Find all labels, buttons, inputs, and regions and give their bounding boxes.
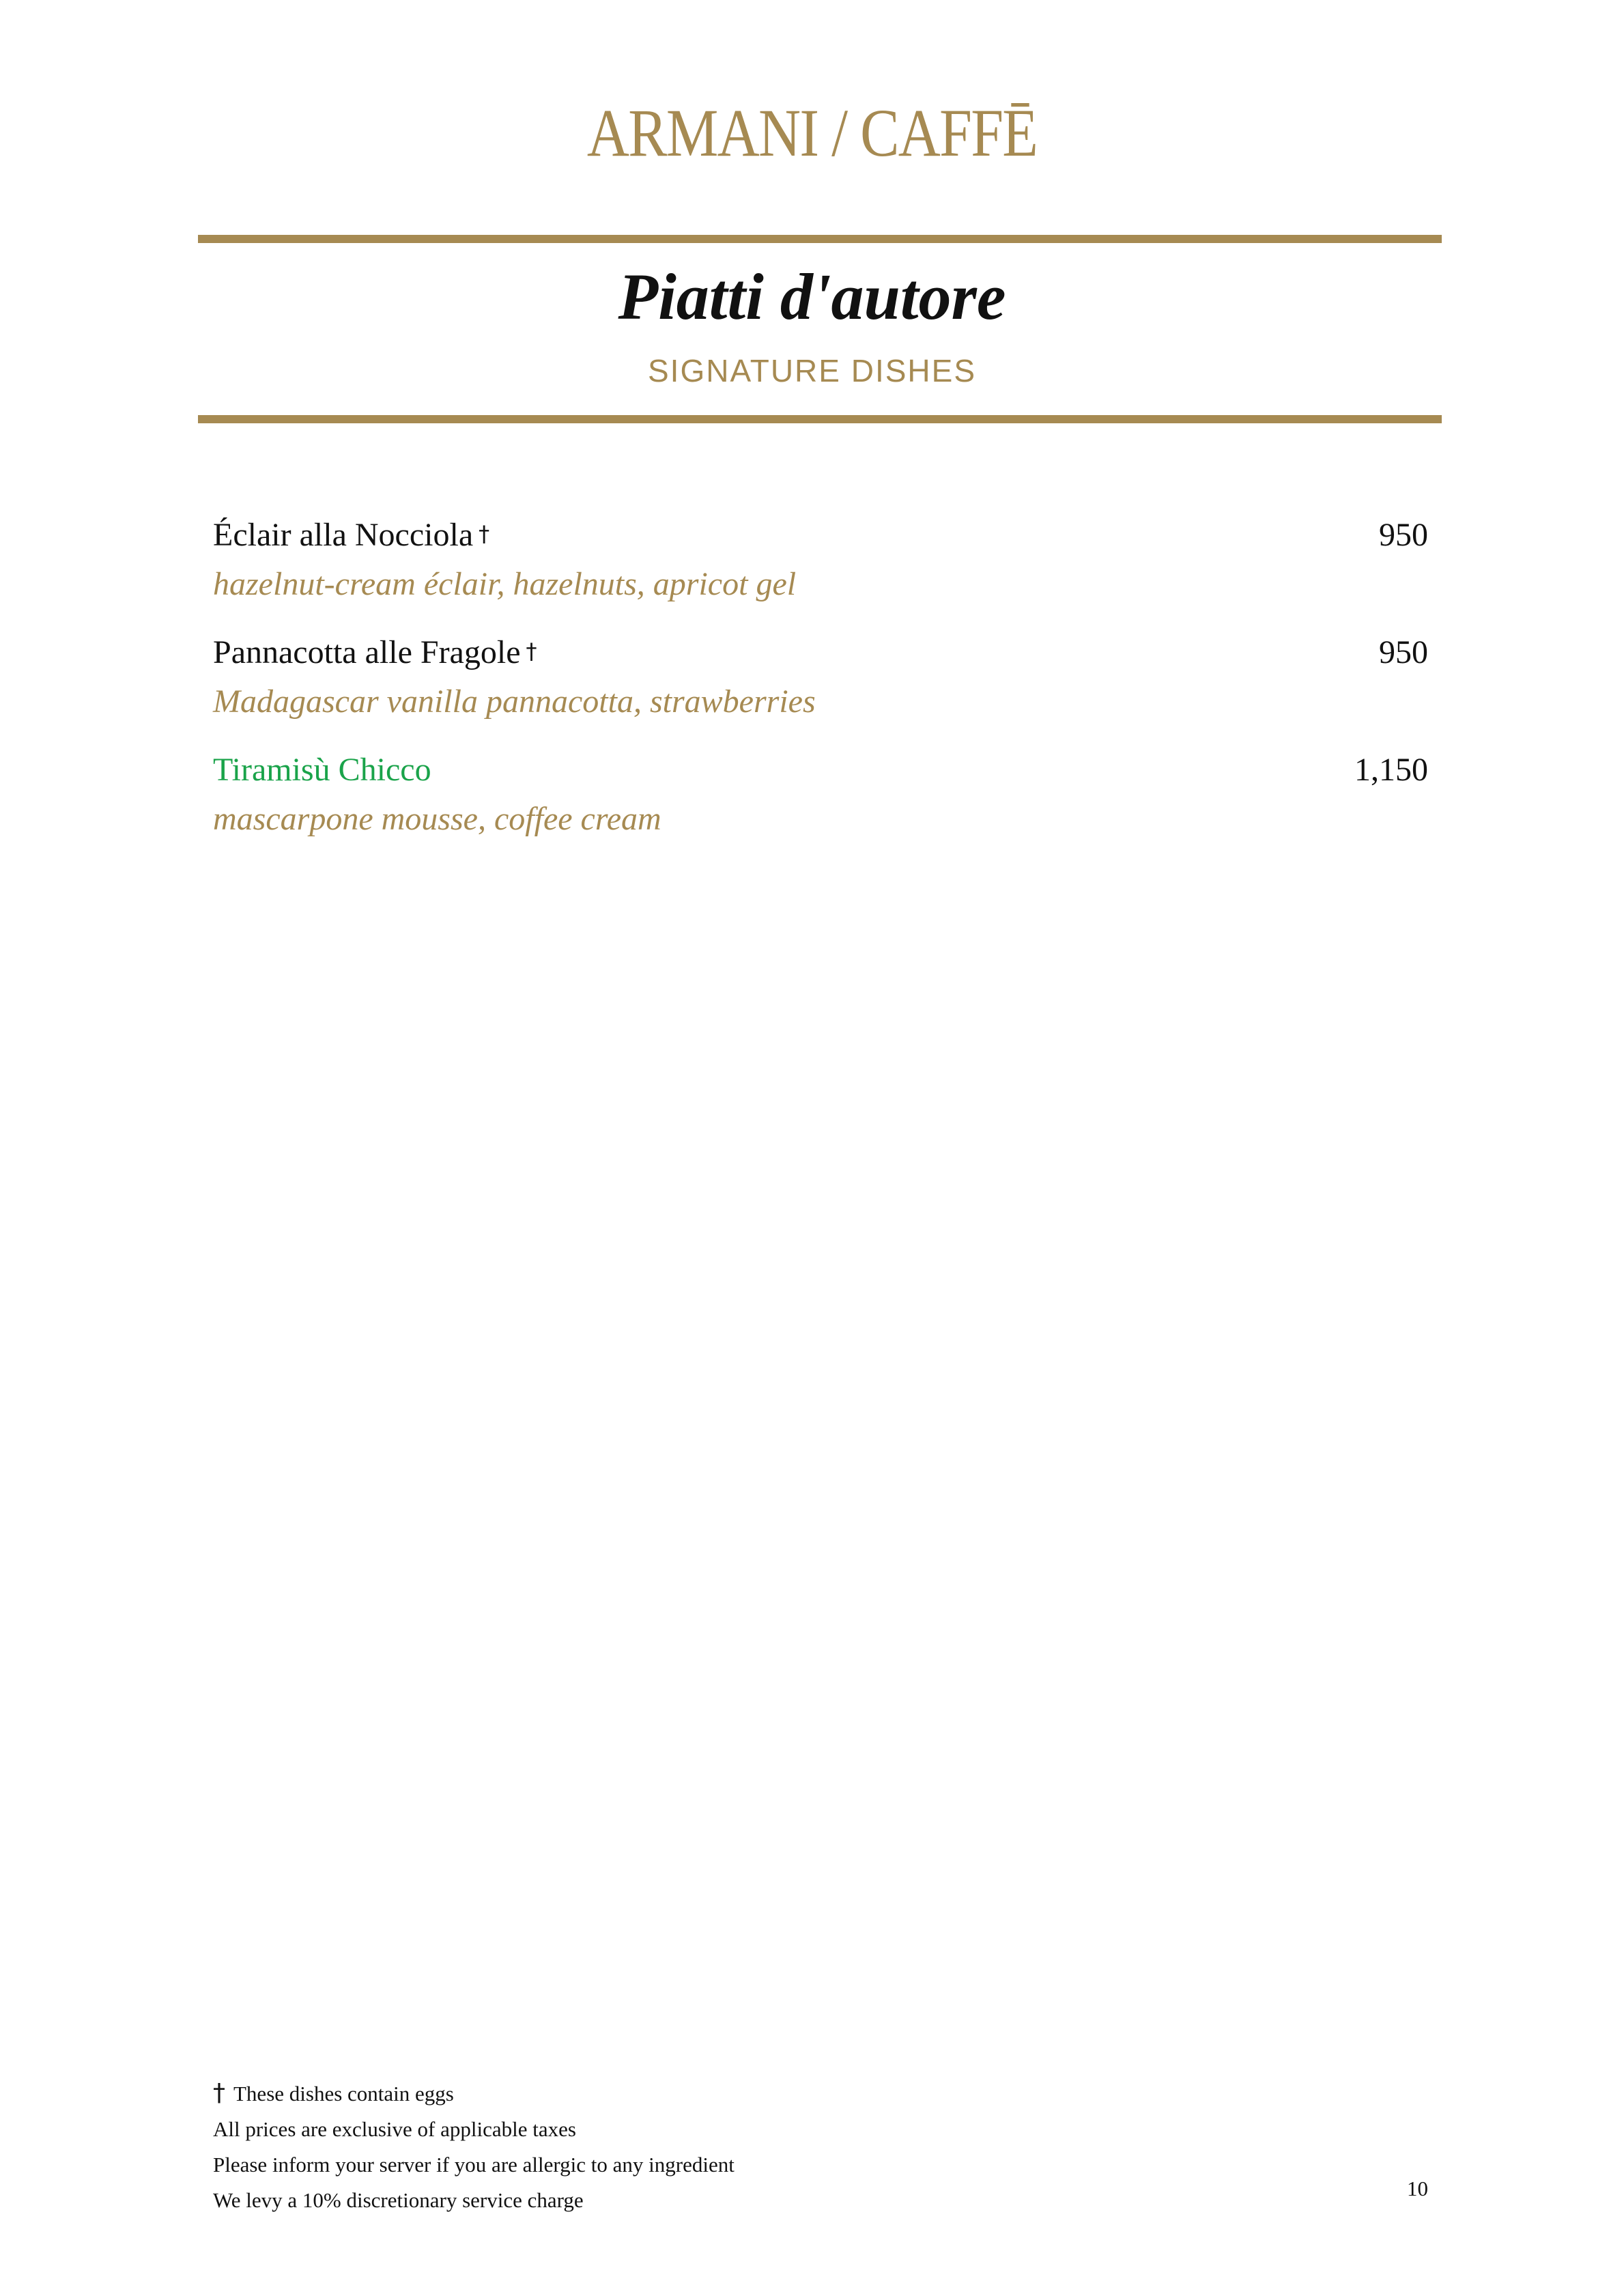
menu-item-name <box>213 515 489 555</box>
allergy-note: Please inform your server if you are allergic to any ingredient <box>213 2153 735 2177</box>
top-divider <box>198 235 1442 243</box>
menu-list <box>213 515 1428 868</box>
footer-notes <box>213 2075 1032 2218</box>
menu-item-name-text: Éclair alla Nocciola <box>213 517 474 553</box>
menu-item-description: Madagascar vanilla pannacotta, strawberries <box>213 683 816 720</box>
menu-item-price: 950 <box>1379 634 1428 670</box>
menu-item-description: mascarpone mousse, coffee cream <box>213 801 661 837</box>
bottom-divider <box>198 415 1442 423</box>
brand-logo: ARMANI / CAFFĒ <box>586 95 1038 171</box>
tax-note: All prices are exclusive of applicable taxes <box>213 2117 576 2141</box>
menu-item-price: 1,150 <box>1354 752 1428 788</box>
page-number: 10 <box>1407 2177 1428 2200</box>
section-subtitle: SIGNATURE DISHES <box>648 353 976 388</box>
menu-item-name <box>213 750 431 790</box>
menu-item-name-text: Tiramisù Chicco <box>213 752 431 788</box>
service-charge-note: We levy a 10% discretionary service charge <box>213 2188 584 2212</box>
menu-item-pannacotta <box>213 633 1428 750</box>
egg-marker-icon: † <box>479 521 490 547</box>
menu-item-tiramisu <box>213 750 1428 868</box>
menu-item-eclair <box>213 515 1428 633</box>
menu-item-price: 950 <box>1379 517 1428 553</box>
egg-marker-icon: † <box>526 638 537 664</box>
section-title: Piatti d'autore <box>618 260 1006 333</box>
menu-item-description: hazelnut-cream éclair, hazelnuts, apricot gel <box>213 566 797 602</box>
menu-item-name-text: Pannacotta alle Fragole <box>213 634 521 670</box>
dagger-icon: † <box>213 2079 225 2107</box>
egg-note-text: These dishes contain eggs <box>233 2082 454 2106</box>
egg-note <box>213 2075 1032 2112</box>
menu-item-name <box>213 633 537 672</box>
